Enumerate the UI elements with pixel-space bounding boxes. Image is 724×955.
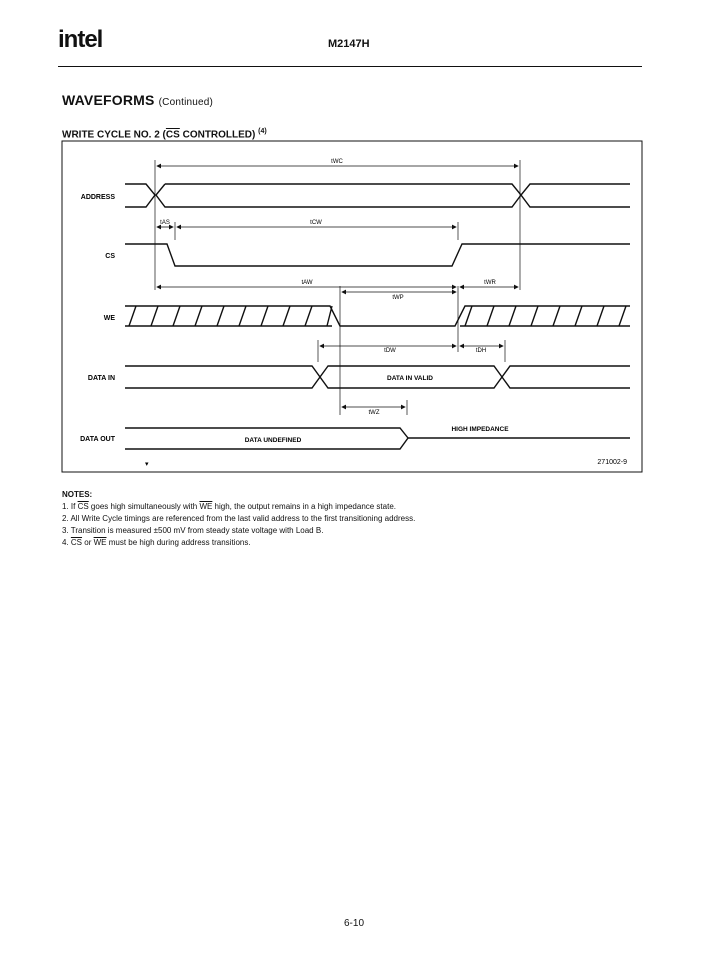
data-in-valid-label: DATA IN VALID (387, 375, 433, 382)
section-continued: (Continued) (158, 97, 214, 108)
section-title-text: WAVEFORMS (62, 92, 155, 108)
high-impedance-label: HIGH IMPEDANCE (451, 426, 509, 433)
note-item-1 (62, 501, 415, 513)
data-in-waveform (125, 366, 630, 388)
signal-label-data-out: DATA OUT (80, 436, 115, 443)
we-waveform (125, 306, 630, 326)
note-4-num: 4. (62, 538, 69, 547)
subtitle-note-ref: (4) (258, 128, 267, 135)
note-1-we: $\overline{WE}$ (199, 502, 213, 511)
note-2-num: 2. (62, 514, 69, 523)
subtitle-suffix: CONTROLLED) (179, 129, 259, 141)
part-number: M2147H (328, 38, 370, 50)
timing-label-tdw: tDW (384, 348, 396, 354)
note-1-post: high, the output remains in a high impedance state. (212, 502, 396, 511)
timing-label-twc: tWC (331, 159, 343, 165)
signal-label-we: WE (103, 315, 115, 322)
subtitle-prefix: WRITE CYCLE NO. 2 ( (62, 129, 166, 141)
note-4-mid: or (82, 538, 94, 547)
guide-lines (155, 160, 520, 415)
timing-label-taw: tAW (301, 280, 313, 286)
cs-waveform (125, 244, 630, 266)
timing-label-tdh: tDH (475, 348, 487, 354)
intel-logo: intel (58, 26, 103, 53)
notes-heading: NOTES: (62, 490, 93, 499)
note-item-3 (62, 525, 415, 537)
note-3-text: Transition is measured ±500 mV from steady state voltage with Load B. (70, 526, 324, 535)
note-4-post: must be high during address transitions. (106, 538, 251, 547)
timing-label-twr: tWR (484, 280, 496, 286)
timing-arrows (157, 166, 518, 407)
note-3-num: 3. (62, 526, 69, 535)
note-2-text: All Write Cycle timings are referenced from the last valid address to the first transitioning address. (70, 514, 416, 523)
timing-label-tcw: tCW (310, 220, 322, 226)
signal-label-cs: CS (105, 253, 115, 260)
subtitle-cs: $\overline{CS}$ (165, 129, 180, 141)
signal-label-data-in: DATA IN (87, 375, 115, 382)
tick-mark: ▾ (145, 461, 149, 468)
timing-label-tas: tAS (160, 220, 170, 226)
data-undefined-label: DATA UNDEFINED (244, 437, 302, 444)
note-1-mid: goes high simultaneously with (88, 502, 200, 511)
page-number: 6-10 (344, 918, 365, 929)
note-item-4 (62, 537, 415, 549)
figure-id: 271002-9 (597, 459, 627, 466)
address-waveform (125, 184, 630, 207)
note-1-num: 1. (62, 502, 69, 511)
note-item-2 (62, 513, 415, 525)
data-out-waveform (125, 428, 630, 449)
note-4-we: $\overline{WE}$ (93, 538, 107, 547)
note-4-cs: $\overline{CS}$ (70, 538, 83, 547)
notes-block (62, 489, 415, 549)
signal-label-address: ADDRESS (80, 194, 115, 201)
note-1-pre: If (70, 502, 78, 511)
timing-label-twp: tWP (392, 295, 404, 301)
note-1-cs: $\overline{CS}$ (77, 502, 89, 511)
timing-label-twz: tWZ (368, 410, 380, 416)
